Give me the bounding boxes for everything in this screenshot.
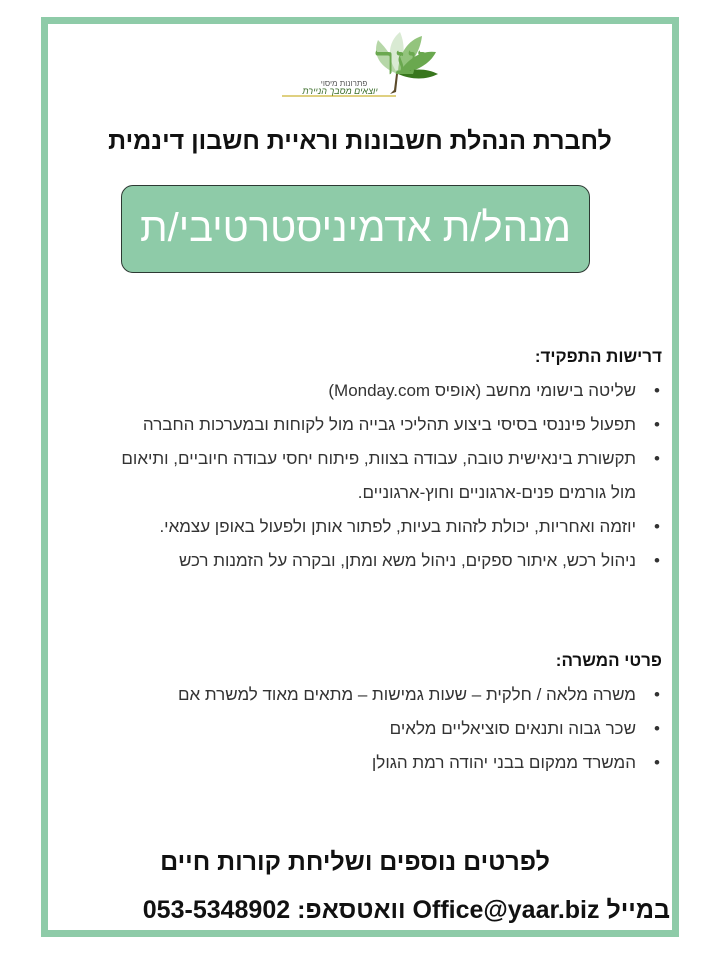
requirements-title: דרישות התפקיד:	[534, 347, 662, 366]
list-item	[52, 374, 662, 408]
job-title: מנהל/ת אדמיניסטרטיבי/ת	[139, 206, 572, 250]
list-item-text: שכר גבוה ותנאים סוציאליים מלאים	[389, 719, 636, 738]
bullet-icon: •	[654, 551, 660, 570]
bullet-icon: •	[654, 719, 660, 738]
position-title: פרטי המשרה:	[555, 651, 662, 670]
list-item-text: תפעול פיננסי בסיסי ביצוע תהליכי גבייה מול לקוחות ובמערכות החברה	[142, 415, 636, 434]
phone-number: 053-5348902	[142, 896, 291, 924]
requirements-list	[52, 374, 662, 578]
list-item	[52, 442, 662, 510]
job-title-box	[121, 185, 590, 273]
logo-tagline: פתרונות מיסוי	[320, 79, 368, 88]
list-item	[52, 746, 662, 780]
bullet-icon: •	[654, 685, 660, 704]
list-item	[52, 544, 662, 578]
list-item	[52, 712, 662, 746]
list-item-text: תקשורת בינאישית טובה, עבודה בצוות, פיתוח יחסי עבודה חיוביים, ותיאום	[121, 449, 636, 468]
yaar-logo	[280, 28, 440, 102]
list-item	[52, 408, 662, 442]
bullet-icon: •	[654, 449, 660, 468]
contact-details	[70, 890, 670, 930]
list-item-text: משרה מלאה / חלקית – שעות גמישות – מתאים מאוד למשרת אם	[177, 685, 636, 704]
list-item	[52, 510, 662, 544]
bullet-icon: •	[654, 381, 660, 400]
requirements-section	[52, 344, 662, 578]
list-item-text: המשרד ממקום בבני יהודה רמת הגולן	[371, 753, 636, 772]
list-item-continuation: מול גורמים פנים-ארגוניים וחוץ-ארגוניים.	[357, 483, 636, 502]
list-item-text: ניהול רכש, איתור ספקים, ניהול משא ומתן, ובקרה על הזמנות רכש	[178, 551, 636, 570]
list-item-text: יוזמה ואחריות, יכולת לזהות בעיות, לפתור אותן ולפעול באופן עצמאי.	[159, 517, 636, 536]
bullet-icon: •	[654, 517, 660, 536]
list-item	[52, 678, 662, 712]
position-section	[52, 648, 662, 780]
logo-slogan: יוצאים מסבך הניירת	[302, 86, 378, 96]
email-label: במייל	[606, 896, 670, 924]
bullet-icon: •	[654, 753, 660, 772]
email-address: Office@yaar.biz	[412, 896, 600, 924]
position-list	[52, 678, 662, 780]
contact-heading: לפרטים נוספים ושליחת קורות חיים	[160, 848, 550, 876]
bullet-icon: •	[654, 415, 660, 434]
list-item-text: שליטה בישומי מחשב (אופיס Monday.com)	[328, 381, 636, 400]
logo-name: יער	[375, 38, 428, 84]
whatsapp-label: וואטסאפ:	[297, 896, 406, 924]
company-heading: לחברת הנהלת חשבונות וראיית חשבון דינמית	[108, 127, 612, 155]
